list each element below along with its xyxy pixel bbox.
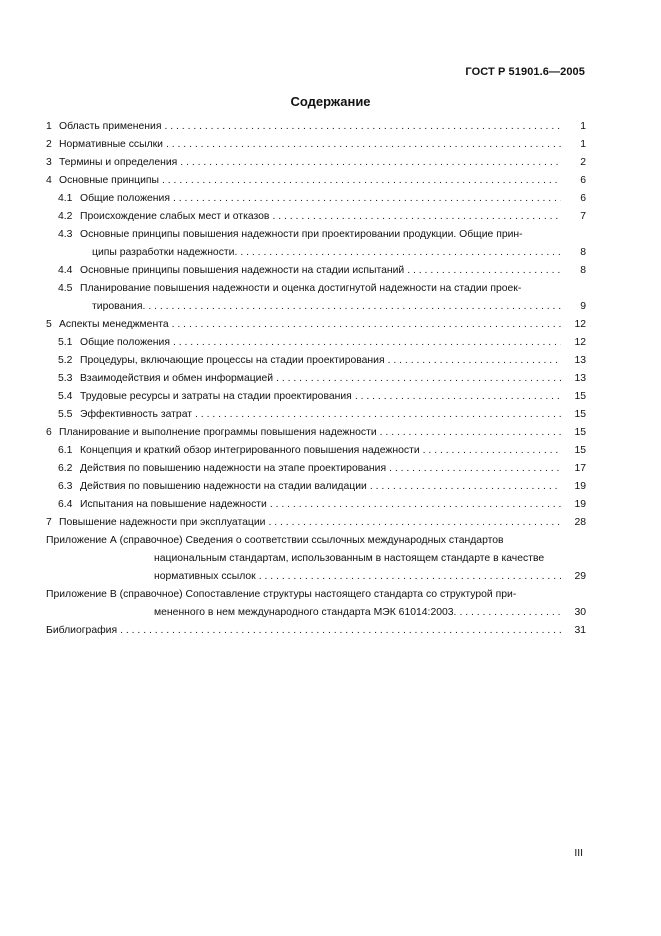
toc-bibliography <box>46 622 586 640</box>
appendix-label: Приложение А (справочное) <box>46 535 183 546</box>
toc-number: 1 <box>46 121 52 132</box>
toc-text: Общие положения <box>80 193 170 204</box>
toc-entry <box>46 136 586 154</box>
toc-page: 15 <box>574 409 586 420</box>
dot-leader <box>148 298 561 316</box>
dot-leader <box>423 442 561 460</box>
dot-leader <box>180 154 561 172</box>
toc-page: 7 <box>580 211 586 222</box>
appendix-label: Приложение В (справочное) <box>46 589 183 600</box>
toc-text-continued: ципы разработки надежности. <box>92 247 238 258</box>
toc-number: 5.5 <box>58 409 73 420</box>
dot-leader <box>407 262 561 280</box>
dot-leader <box>172 316 561 334</box>
dot-leader <box>120 622 561 640</box>
appendix-text-continued: национальным стандартам, использованным в настоящем стандарте в качестве <box>154 553 545 564</box>
toc-page: 1 <box>580 139 586 150</box>
bibliography-text: Библиография <box>46 625 118 636</box>
toc-page: 6 <box>580 175 586 186</box>
toc-entry-continuation <box>46 298 586 316</box>
dot-leader <box>173 334 561 352</box>
dot-leader <box>166 136 561 154</box>
toc-entry <box>46 280 586 298</box>
dot-leader <box>270 496 561 514</box>
dot-leader <box>389 460 561 478</box>
toc-text: Испытания на повышение надежности <box>80 499 267 510</box>
toc-number: 5 <box>46 319 52 330</box>
dot-leader <box>173 190 561 208</box>
dot-leader <box>195 406 561 424</box>
toc-text: Взаимодействия и обмен информацией <box>80 373 274 384</box>
toc-text: Основные принципы повышения надежности на стадии испытаний <box>80 265 405 276</box>
toc-page: 2 <box>580 157 586 168</box>
toc-text: Действия по повышению надежности на стадии валидации <box>80 481 367 492</box>
toc-page: 1 <box>580 121 586 132</box>
dot-leader <box>162 172 561 190</box>
toc-number: 4.4 <box>58 265 73 276</box>
toc-number: 6.1 <box>58 445 73 456</box>
toc-page: 29 <box>574 571 586 582</box>
toc-number: 5.4 <box>58 391 73 402</box>
toc-entry <box>46 388 586 406</box>
toc-number: 4.5 <box>58 283 73 294</box>
toc-number: 6.2 <box>58 463 73 474</box>
toc-page: 12 <box>574 319 586 330</box>
toc-entry <box>46 226 586 244</box>
dot-leader <box>459 604 561 622</box>
standard-designation: ГОСТ Р 51901.6—2005 <box>465 66 585 78</box>
toc-page: 31 <box>574 625 586 636</box>
toc-page: 15 <box>574 427 586 438</box>
toc-text: Планирование повышения надежности и оценка достигнутой надежности на стадии проек- <box>80 283 522 294</box>
toc-entry <box>46 514 586 532</box>
toc-number: 6.4 <box>58 499 73 510</box>
toc-text: Эффективность затрат <box>80 409 193 420</box>
toc-entry <box>46 154 586 172</box>
toc-page: 19 <box>574 481 586 492</box>
toc-entry <box>46 406 586 424</box>
toc-number: 4.2 <box>58 211 73 222</box>
dot-leader <box>272 208 561 226</box>
toc-page: 8 <box>580 265 586 276</box>
dot-leader <box>380 424 561 442</box>
toc-number: 7 <box>46 517 52 528</box>
dot-leader <box>388 352 561 370</box>
toc-appendix-b-continuation <box>46 604 586 622</box>
toc-page: 15 <box>574 445 586 456</box>
dot-leader <box>240 244 561 262</box>
toc-entry <box>46 190 586 208</box>
toc-entry <box>46 370 586 388</box>
toc-text: Основные принципы повышения надежности при проектировании продукции. Общие прин- <box>80 229 523 240</box>
toc-text: Область применения <box>59 121 162 132</box>
page-number: III <box>574 848 583 859</box>
toc-text: Процедуры, включающие процессы на стадии проектирования <box>80 355 385 366</box>
dot-leader <box>268 514 561 532</box>
toc-number: 6.3 <box>58 481 73 492</box>
toc-text: Повышение надежности при эксплуатации <box>59 517 266 528</box>
toc-page: 8 <box>580 247 586 258</box>
appendix-text-continued: нормативных ссылок <box>154 571 256 582</box>
toc-page: 12 <box>574 337 586 348</box>
dot-leader <box>259 568 561 586</box>
toc-appendix-b <box>46 586 586 604</box>
toc-number: 4 <box>46 175 52 186</box>
toc-number: 4.1 <box>58 193 73 204</box>
appendix-text: Сведения о соответствии ссылочных международных стандартов <box>185 535 504 546</box>
dot-leader <box>355 388 561 406</box>
toc-page: 6 <box>580 193 586 204</box>
toc-appendix-a-continuation <box>46 568 586 586</box>
toc-text: Концепция и краткий обзор интегрированного повышения надежности <box>80 445 420 456</box>
toc-entry <box>46 118 586 136</box>
toc-text: Действия по повышению надежности на этапе проектирования <box>80 463 387 474</box>
dot-leader <box>276 370 561 388</box>
toc-page: 28 <box>574 517 586 528</box>
toc-text: Термины и определения <box>59 157 178 168</box>
toc-entry <box>46 334 586 352</box>
toc-page: 13 <box>574 373 586 384</box>
toc-number: 2 <box>46 139 52 150</box>
table-of-contents <box>46 118 586 640</box>
toc-number: 5.1 <box>58 337 73 348</box>
toc-appendix-a <box>46 532 586 550</box>
toc-number: 6 <box>46 427 52 438</box>
dot-leader <box>370 478 561 496</box>
toc-entry <box>46 352 586 370</box>
page-title: Содержание <box>290 94 371 109</box>
appendix-text: Сопоставление структуры настоящего стандарта со структурой при- <box>185 589 517 600</box>
toc-text: Общие положения <box>80 337 170 348</box>
toc-text: Основные принципы <box>59 175 159 186</box>
toc-number: 3 <box>46 157 52 168</box>
toc-entry <box>46 316 586 334</box>
toc-number: 5.2 <box>58 355 73 366</box>
toc-text: Трудовые ресурсы и затраты на стадии проектирования <box>80 391 352 402</box>
toc-page: 30 <box>574 607 586 618</box>
toc-entry <box>46 172 586 190</box>
toc-text: Нормативные ссылки <box>59 139 163 150</box>
toc-text-continued: тирования. <box>92 301 146 312</box>
appendix-text-continued: мененного в нем международного стандарта МЭК 61014:2003. <box>154 607 457 618</box>
toc-entry <box>46 262 586 280</box>
toc-page: 9 <box>580 301 586 312</box>
toc-text: Аспекты менеджмента <box>59 319 169 330</box>
toc-entry <box>46 496 586 514</box>
toc-entry <box>46 442 586 460</box>
toc-text: Происхождение слабых мест и отказов <box>80 211 270 222</box>
toc-number: 4.3 <box>58 229 73 240</box>
toc-entry <box>46 478 586 496</box>
toc-entry <box>46 460 586 478</box>
toc-page: 13 <box>574 355 586 366</box>
toc-page: 19 <box>574 499 586 510</box>
toc-entry <box>46 424 586 442</box>
toc-appendix-a-continuation <box>46 550 586 568</box>
toc-entry <box>46 208 586 226</box>
toc-page: 17 <box>574 463 586 474</box>
toc-number: 5.3 <box>58 373 73 384</box>
toc-text: Планирование и выполнение программы повышения надежности <box>59 427 377 438</box>
toc-entry-continuation <box>46 244 586 262</box>
dot-leader <box>164 118 561 136</box>
toc-page: 15 <box>574 391 586 402</box>
